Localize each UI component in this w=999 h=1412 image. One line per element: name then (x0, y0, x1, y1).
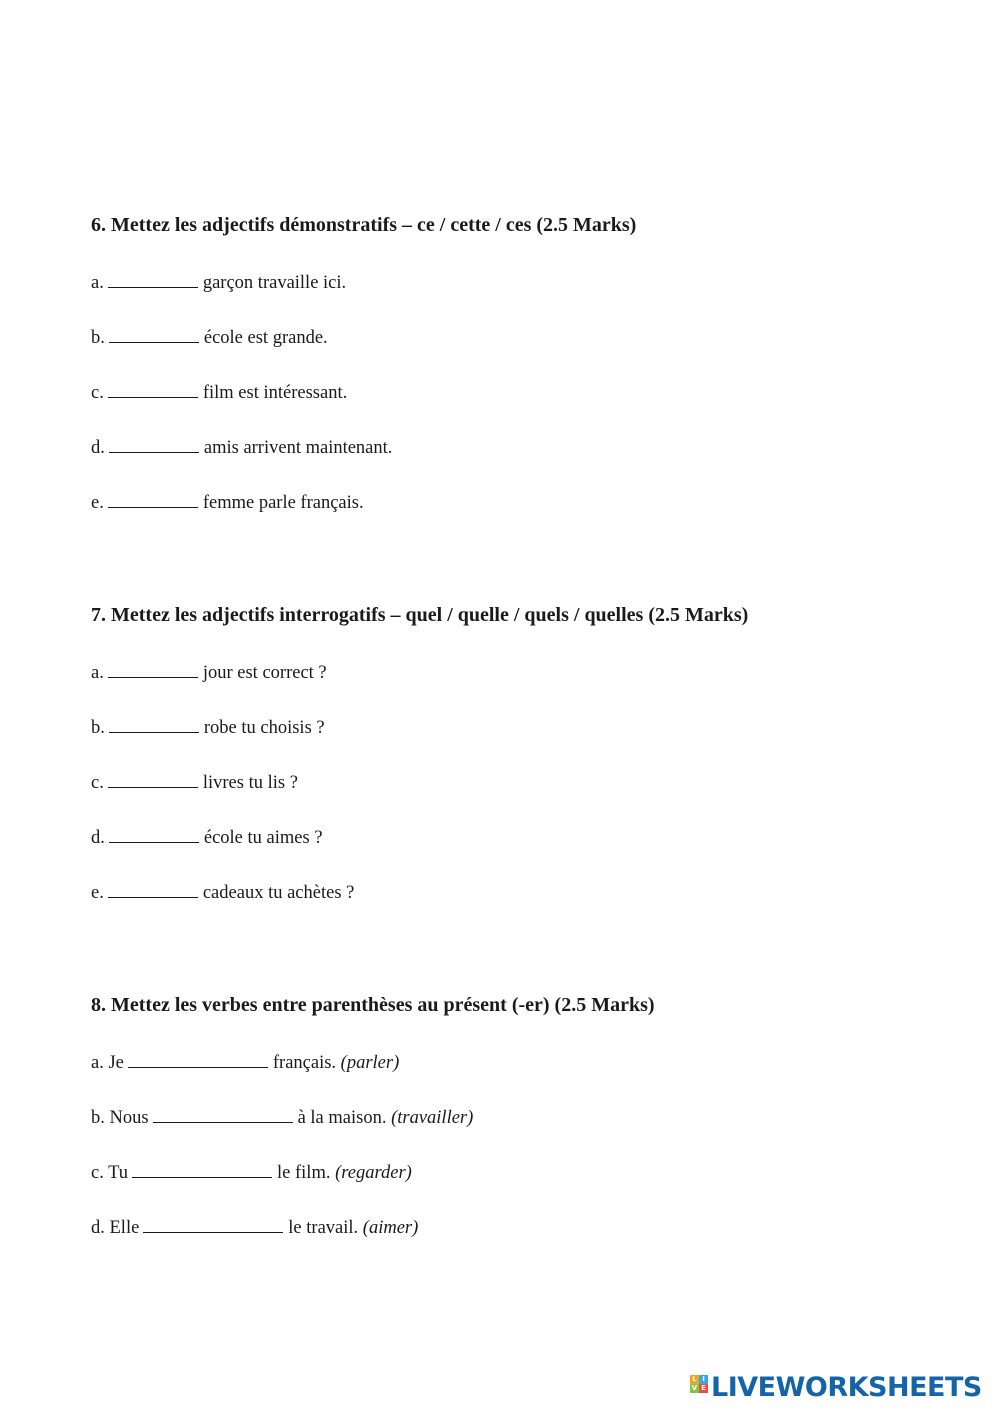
item-text: français. (272, 1053, 337, 1073)
answer-blank[interactable] (128, 1050, 268, 1068)
item-text: le travail. (288, 1218, 359, 1238)
answer-blank[interactable] (109, 325, 199, 343)
section-6-heading: 6. Mettez les adjectifs démonstratifs – ce / cette / ces (2.5 Marks) (91, 214, 637, 236)
item-text: cadeaux tu achètes ? (202, 883, 355, 903)
section-7-item-d (91, 825, 323, 850)
section-6-item-c (91, 380, 347, 405)
logo-mark-letter: E (699, 1384, 708, 1393)
item-text: le film. (277, 1163, 331, 1183)
section-7-item-b (91, 715, 325, 740)
item-label: c. (91, 773, 104, 793)
verb-hint: (aimer) (362, 1218, 419, 1238)
item-label: b. (91, 328, 105, 348)
section-6-item-a (91, 270, 346, 295)
logo-text: LIVEWORKSHEETS (711, 1372, 982, 1403)
item-label: b. Nous (91, 1108, 149, 1128)
item-label: b. (91, 718, 105, 738)
logo-mark-letter: L (690, 1375, 699, 1384)
item-label: a. Je (91, 1053, 124, 1073)
item-text: école tu aimes ? (203, 828, 323, 848)
logo-mark-letter: I (699, 1375, 708, 1384)
item-text: amis arrivent maintenant. (203, 438, 393, 458)
verb-hint: (travailler) (391, 1108, 474, 1128)
item-label: e. (91, 493, 104, 513)
verb-hint: (parler) (340, 1053, 400, 1073)
answer-blank[interactable] (153, 1105, 293, 1123)
item-text: robe tu choisis ? (203, 718, 325, 738)
section-7-item-c (91, 770, 298, 795)
answer-blank[interactable] (108, 270, 198, 288)
section-8-heading: 8. Mettez les verbes entre parenthèses au présent (-er) (2.5 Marks) (91, 994, 655, 1016)
item-label: c. (91, 383, 104, 403)
answer-blank[interactable] (132, 1160, 272, 1178)
answer-blank[interactable] (143, 1215, 283, 1233)
verb-hint: (regarder) (335, 1163, 412, 1183)
section-6-item-e (91, 490, 364, 515)
item-label: d. (91, 438, 105, 458)
item-label: e. (91, 883, 104, 903)
section-6-item-d (91, 435, 392, 460)
section-8-item-c (91, 1160, 412, 1185)
item-text: garçon travaille ici. (202, 273, 347, 293)
item-label: c. Tu (91, 1163, 129, 1183)
section-8-item-b (91, 1105, 473, 1130)
item-text: jour est correct ? (202, 663, 327, 683)
item-label: d. Elle (91, 1218, 140, 1238)
answer-blank[interactable] (108, 880, 198, 898)
section-7-item-e (91, 880, 354, 905)
item-text: femme parle français. (202, 493, 364, 513)
section-7-heading: 7. Mettez les adjectifs interrogatifs – quel / quelle / quels / quelles (2.5 Marks) (91, 604, 749, 626)
logo-mark-icon (690, 1375, 708, 1401)
answer-blank[interactable] (109, 825, 199, 843)
answer-blank[interactable] (108, 380, 198, 398)
item-label: a. (91, 663, 104, 683)
liveworksheets-logo (690, 1371, 982, 1405)
section-7-item-a (91, 660, 327, 685)
section-8-item-a (91, 1050, 399, 1075)
answer-blank[interactable] (108, 660, 198, 678)
answer-blank[interactable] (109, 435, 199, 453)
section-8-item-d (91, 1215, 418, 1240)
item-label: a. (91, 273, 104, 293)
item-label: d. (91, 828, 105, 848)
section-6-item-b (91, 325, 328, 350)
item-text: école est grande. (203, 328, 328, 348)
answer-blank[interactable] (109, 715, 199, 733)
answer-blank[interactable] (108, 770, 198, 788)
logo-mark-letter: V (691, 1384, 698, 1392)
answer-blank[interactable] (108, 490, 198, 508)
item-text: à la maison. (297, 1108, 387, 1128)
item-text: livres tu lis ? (202, 773, 298, 793)
item-text: film est intéressant. (202, 383, 348, 403)
